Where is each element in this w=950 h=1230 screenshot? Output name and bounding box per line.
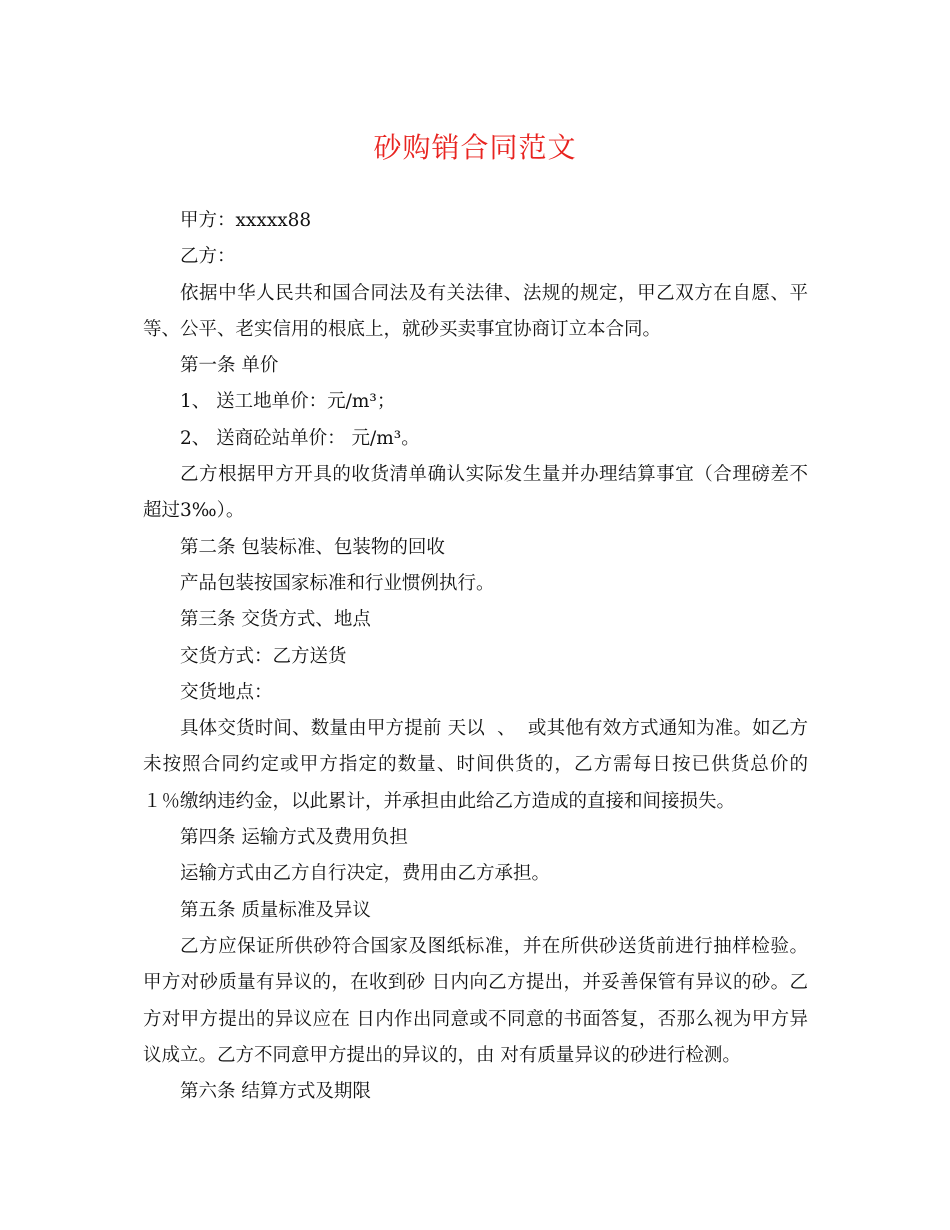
article-5-paragraph: 乙方应保证所供砂符合国家及图纸标准，并在所供砂送货前进行抽样检验。甲方对砂质量有异议的，在收到砂 日内向乙方提出，并妥善保管有异议的砂。乙方对甲方提出的异议应在 日内作出同意或不同意的书面答复，否那么视为甲方异议成立。乙方不同意甲方提出的异议的，由 对有质量异议的砂进行检测。 (143, 935, 808, 1066)
article-4-paragraph: 运输方式由乙方自行决定，费用由乙方承担。 (180, 863, 551, 885)
article-5-heading: 第五条 质量标准及异议 (180, 899, 371, 921)
article-1-settlement-paragraph: 乙方根据甲方开具的收货清单确认实际发生量并办理结算事宜（合理磅差不超过3‰）。 (143, 464, 808, 522)
article-4-heading: 第四条 运输方式及费用负担 (180, 827, 408, 849)
delivery-location-line: 交货地点： (180, 681, 273, 703)
preamble-paragraph: 依据中华人民共和国合同法及有关法律、法规的规定，甲乙双方在自愿、平等、公平、老实信用的根底上，就砂买卖事宜协商订立本合同。 (143, 282, 808, 340)
document-body (143, 203, 808, 1110)
delivery-method-line: 交货方式：乙方送货 (180, 645, 347, 667)
article-1-item-2: 2、 送商砼站单价： 元/m³。 (180, 427, 420, 449)
article-3-paragraph: 具体交货时间、数量由甲方提前 天以 、 或其他有效方式通知为准。如乙方未按照合同约定或甲方指定的数量、时间供货的，乙方需每日按已供货总价的１％缴纳违约金，以此累计，并承担由此给乙方造成的直接和间接损失。 (143, 718, 808, 812)
party-a-line: 甲方：xxxxx88 (180, 210, 312, 231)
article-1-heading: 第一条 单价 (180, 355, 279, 377)
article-2-heading: 第二条 包装标准、包装物的回收 (180, 536, 445, 558)
article-2-paragraph: 产品包装按国家标准和行业惯例执行。 (180, 572, 495, 594)
document-title: 砂购销合同范文 (373, 131, 577, 164)
article-6-heading: 第六条 结算方式及期限 (180, 1081, 371, 1103)
article-3-heading: 第三条 交货方式、地点 (180, 609, 371, 631)
party-b-line: 乙方： (180, 246, 236, 268)
article-1-item-1: 1、 送工地单价：元/m³； (180, 391, 396, 413)
